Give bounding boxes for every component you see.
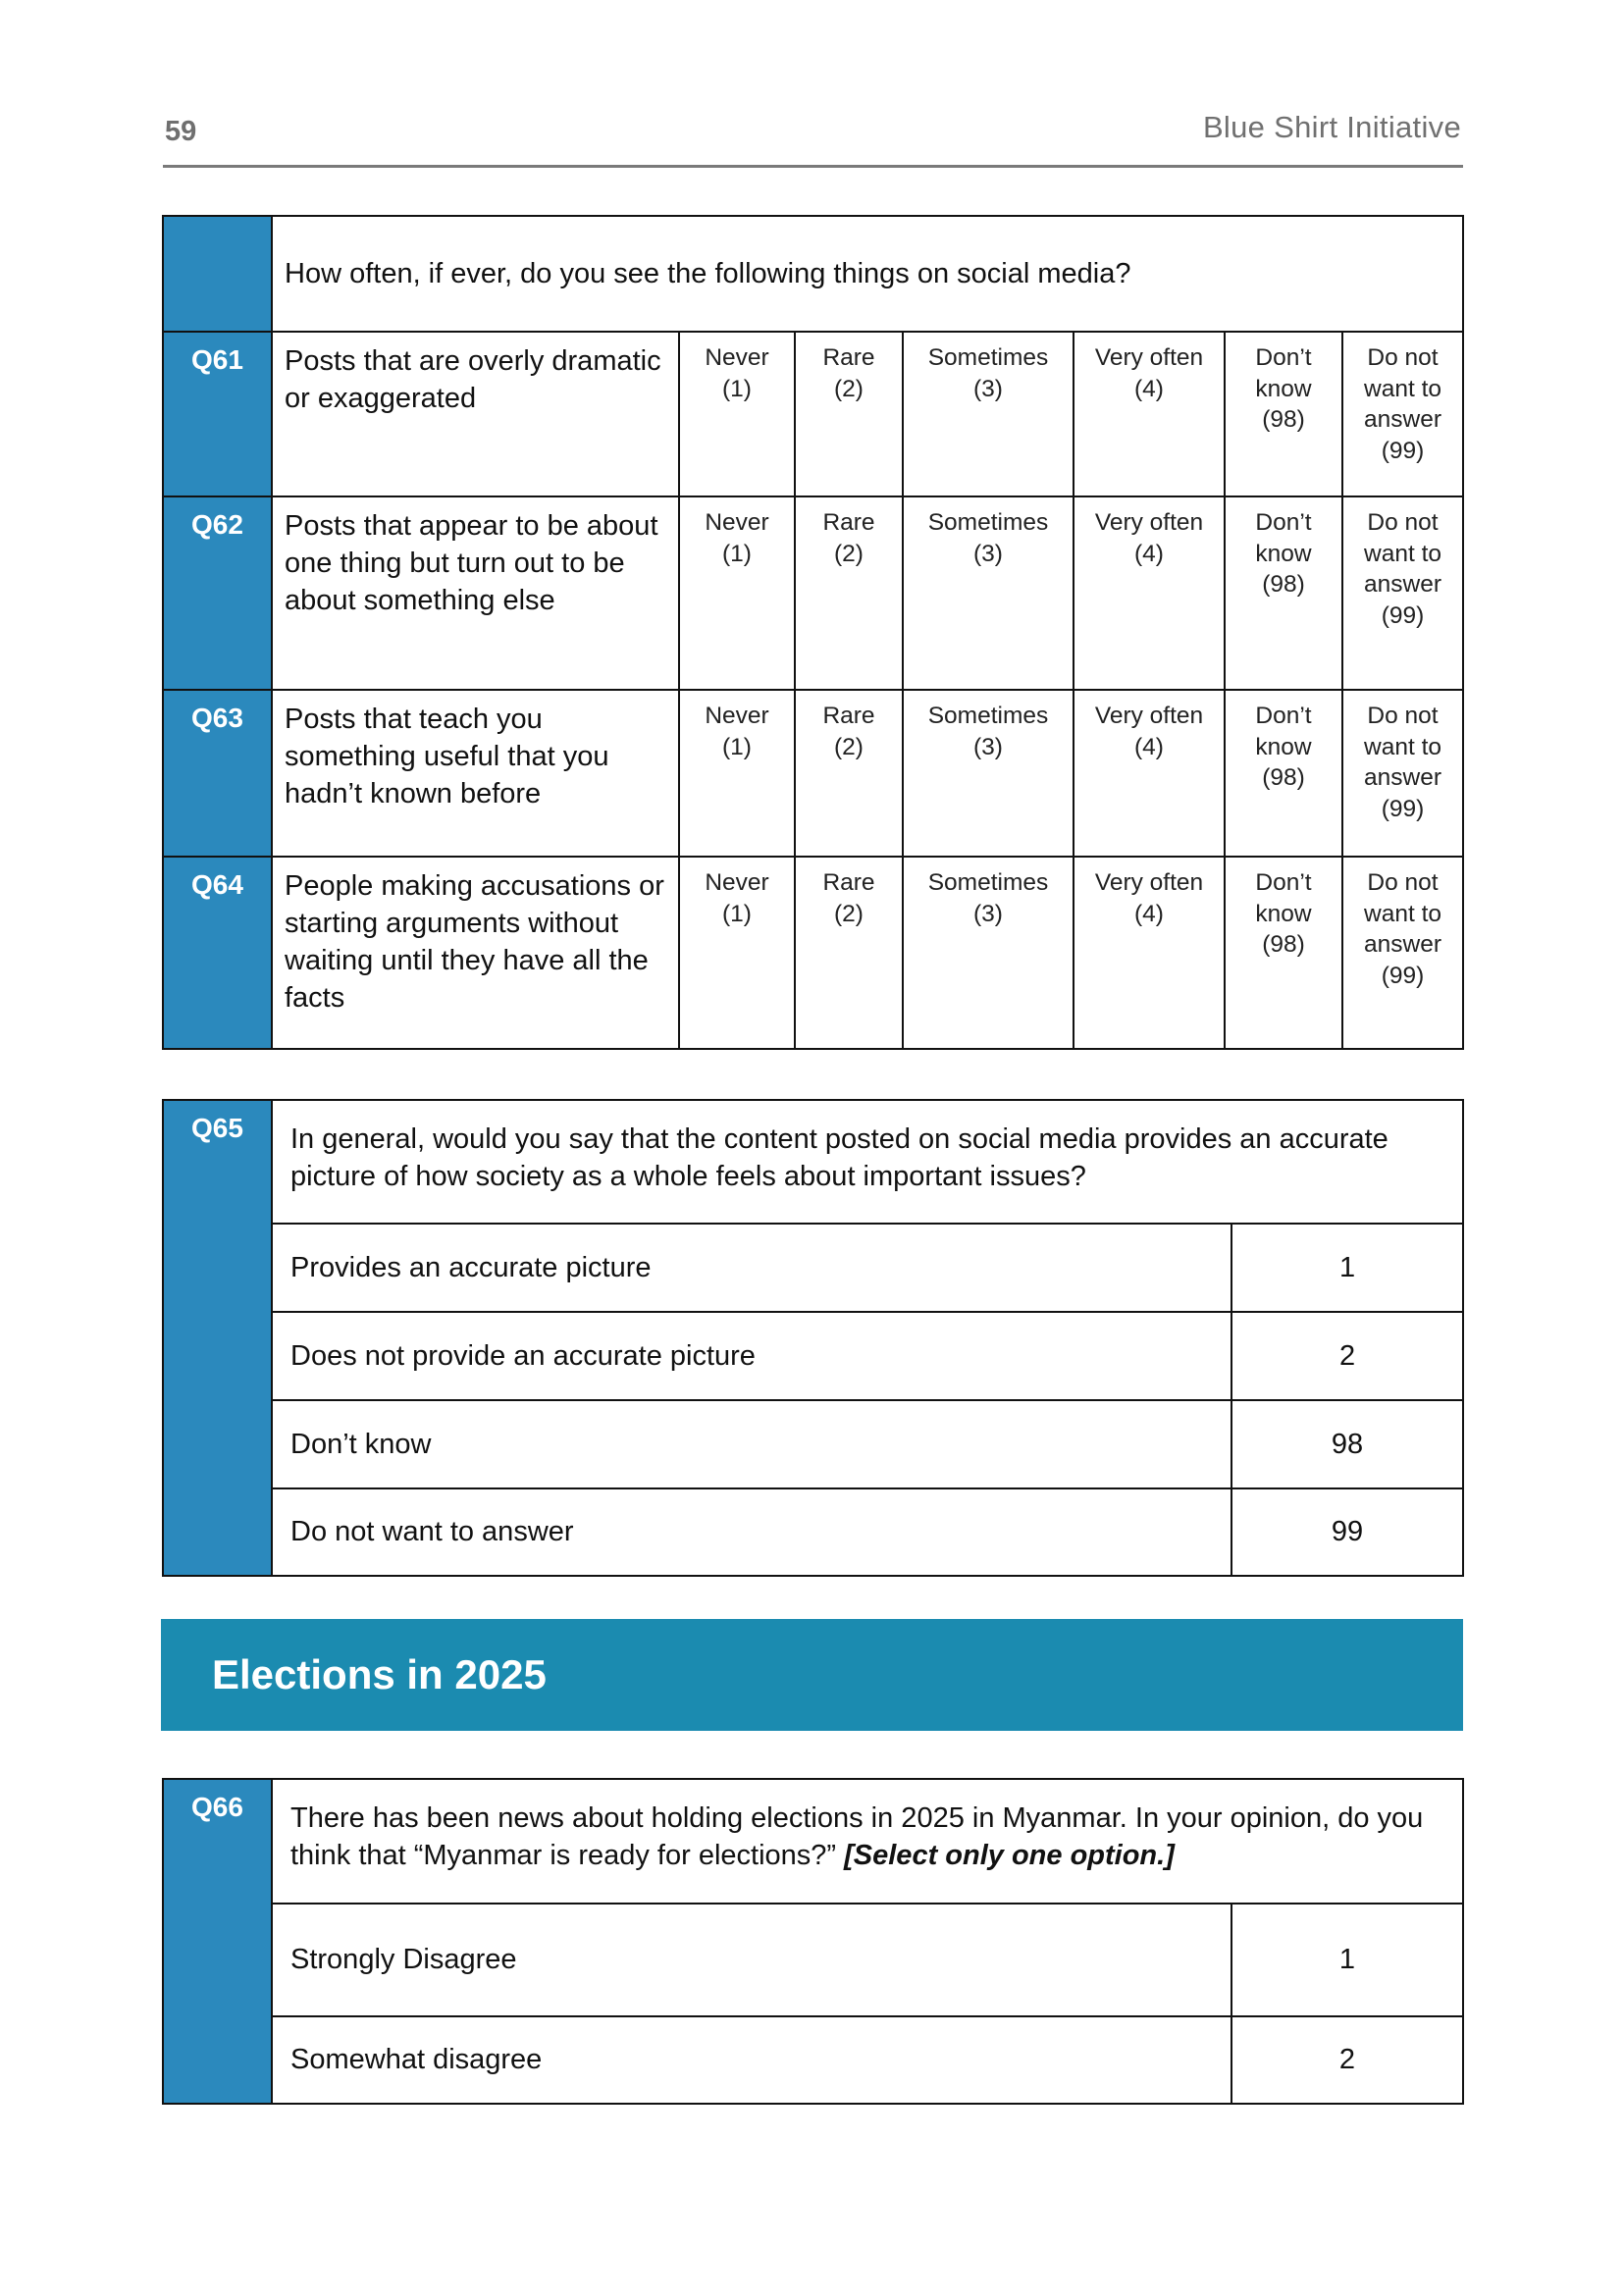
option-very-often[interactable]: Very often (4) bbox=[1074, 496, 1225, 690]
table-row bbox=[163, 690, 1463, 857]
choice-label[interactable]: Somewhat disagree bbox=[272, 2016, 1231, 2104]
table-row bbox=[163, 496, 1463, 690]
option-no-answer[interactable]: Do not want to answer (99) bbox=[1342, 690, 1463, 857]
choice-row[interactable] bbox=[163, 1224, 1463, 1312]
table-row bbox=[163, 857, 1463, 1049]
choice-label[interactable]: Provides an accurate picture bbox=[272, 1224, 1231, 1312]
header-divider bbox=[163, 165, 1463, 168]
option-sometimes[interactable]: Sometimes (3) bbox=[903, 496, 1074, 690]
frequency-grid-table bbox=[162, 215, 1464, 1050]
choice-row[interactable] bbox=[163, 1488, 1463, 1576]
question-id: Q64 bbox=[163, 857, 272, 1049]
section-banner bbox=[161, 1619, 1463, 1731]
question-text: Posts that appear to be about one thing but turn out to be about something else bbox=[272, 496, 679, 690]
question-id: Q62 bbox=[163, 496, 272, 690]
grid-prompt: How often, if ever, do you see the following things on social media? bbox=[272, 216, 1463, 332]
option-never[interactable]: Never (1) bbox=[679, 496, 795, 690]
option-sometimes[interactable]: Sometimes (3) bbox=[903, 857, 1074, 1049]
choice-code: 2 bbox=[1231, 2016, 1463, 2104]
option-never[interactable]: Never (1) bbox=[679, 690, 795, 857]
grid-header-row bbox=[163, 216, 1463, 332]
choice-row[interactable] bbox=[163, 1904, 1463, 2016]
choice-code: 1 bbox=[1231, 1224, 1463, 1312]
option-very-often[interactable]: Very often (4) bbox=[1074, 857, 1225, 1049]
choice-row[interactable] bbox=[163, 1312, 1463, 1400]
choice-label[interactable]: Do not want to answer bbox=[272, 1488, 1231, 1576]
option-no-answer[interactable]: Do not want to answer (99) bbox=[1342, 332, 1463, 496]
choice-label[interactable]: Don’t know bbox=[272, 1400, 1231, 1488]
option-never[interactable]: Never (1) bbox=[679, 857, 795, 1049]
option-sometimes[interactable]: Sometimes (3) bbox=[903, 690, 1074, 857]
question-text: In general, would you say that the content posted on social media provides an accurate picture of how society as a whole feels about important issues? bbox=[272, 1100, 1463, 1224]
option-dont-know[interactable]: Don’t know (98) bbox=[1225, 857, 1342, 1049]
option-dont-know[interactable]: Don’t know (98) bbox=[1225, 332, 1342, 496]
choice-row[interactable] bbox=[163, 1400, 1463, 1488]
choice-label[interactable]: Does not provide an accurate picture bbox=[272, 1312, 1231, 1400]
option-sometimes[interactable]: Sometimes (3) bbox=[903, 332, 1074, 496]
choice-row[interactable] bbox=[163, 2016, 1463, 2104]
page-number: 59 bbox=[165, 116, 197, 147]
option-very-often[interactable]: Very often (4) bbox=[1074, 690, 1225, 857]
question-id: Q65 bbox=[163, 1100, 272, 1576]
option-rare[interactable]: Rare (2) bbox=[795, 690, 903, 857]
option-rare[interactable]: Rare (2) bbox=[795, 332, 903, 496]
option-very-often[interactable]: Very often (4) bbox=[1074, 332, 1225, 496]
choice-code: 2 bbox=[1231, 1312, 1463, 1400]
page-header bbox=[163, 110, 1463, 169]
question-id: Q66 bbox=[163, 1779, 272, 2104]
question-id-cell bbox=[163, 216, 272, 332]
instruction-text: [Select only one option.] bbox=[844, 1840, 1175, 1871]
question-id: Q63 bbox=[163, 690, 272, 857]
document-title: Blue Shirt Initiative bbox=[1202, 110, 1461, 144]
option-dont-know[interactable]: Don’t know (98) bbox=[1225, 496, 1342, 690]
option-never[interactable]: Never (1) bbox=[679, 332, 795, 496]
option-dont-know[interactable]: Don’t know (98) bbox=[1225, 690, 1342, 857]
question-text: Posts that teach you something useful that you hadn’t known before bbox=[272, 690, 679, 857]
option-no-answer[interactable]: Do not want to answer (99) bbox=[1342, 496, 1463, 690]
q65-table bbox=[162, 1099, 1464, 1577]
option-rare[interactable]: Rare (2) bbox=[795, 857, 903, 1049]
question-text: Posts that are overly dramatic or exaggerated bbox=[272, 332, 679, 496]
choice-label[interactable]: Strongly Disagree bbox=[272, 1904, 1231, 2016]
question-id: Q61 bbox=[163, 332, 272, 496]
choice-code: 1 bbox=[1231, 1904, 1463, 2016]
option-rare[interactable]: Rare (2) bbox=[795, 496, 903, 690]
choice-code: 98 bbox=[1231, 1400, 1463, 1488]
section-title: Elections in 2025 bbox=[212, 1651, 547, 1697]
q66-table bbox=[162, 1778, 1464, 2105]
option-no-answer[interactable]: Do not want to answer (99) bbox=[1342, 857, 1463, 1049]
choice-code: 99 bbox=[1231, 1488, 1463, 1576]
question-body: There has been news about holding elections in 2025 in Myanmar. In your opinion, do you think that “Myanmar is ready for elections?” bbox=[290, 1802, 1424, 1871]
question-text: People making accusations or starting arguments without waiting until they have all the facts bbox=[272, 857, 679, 1049]
question-text bbox=[272, 1779, 1463, 1904]
table-row bbox=[163, 332, 1463, 496]
